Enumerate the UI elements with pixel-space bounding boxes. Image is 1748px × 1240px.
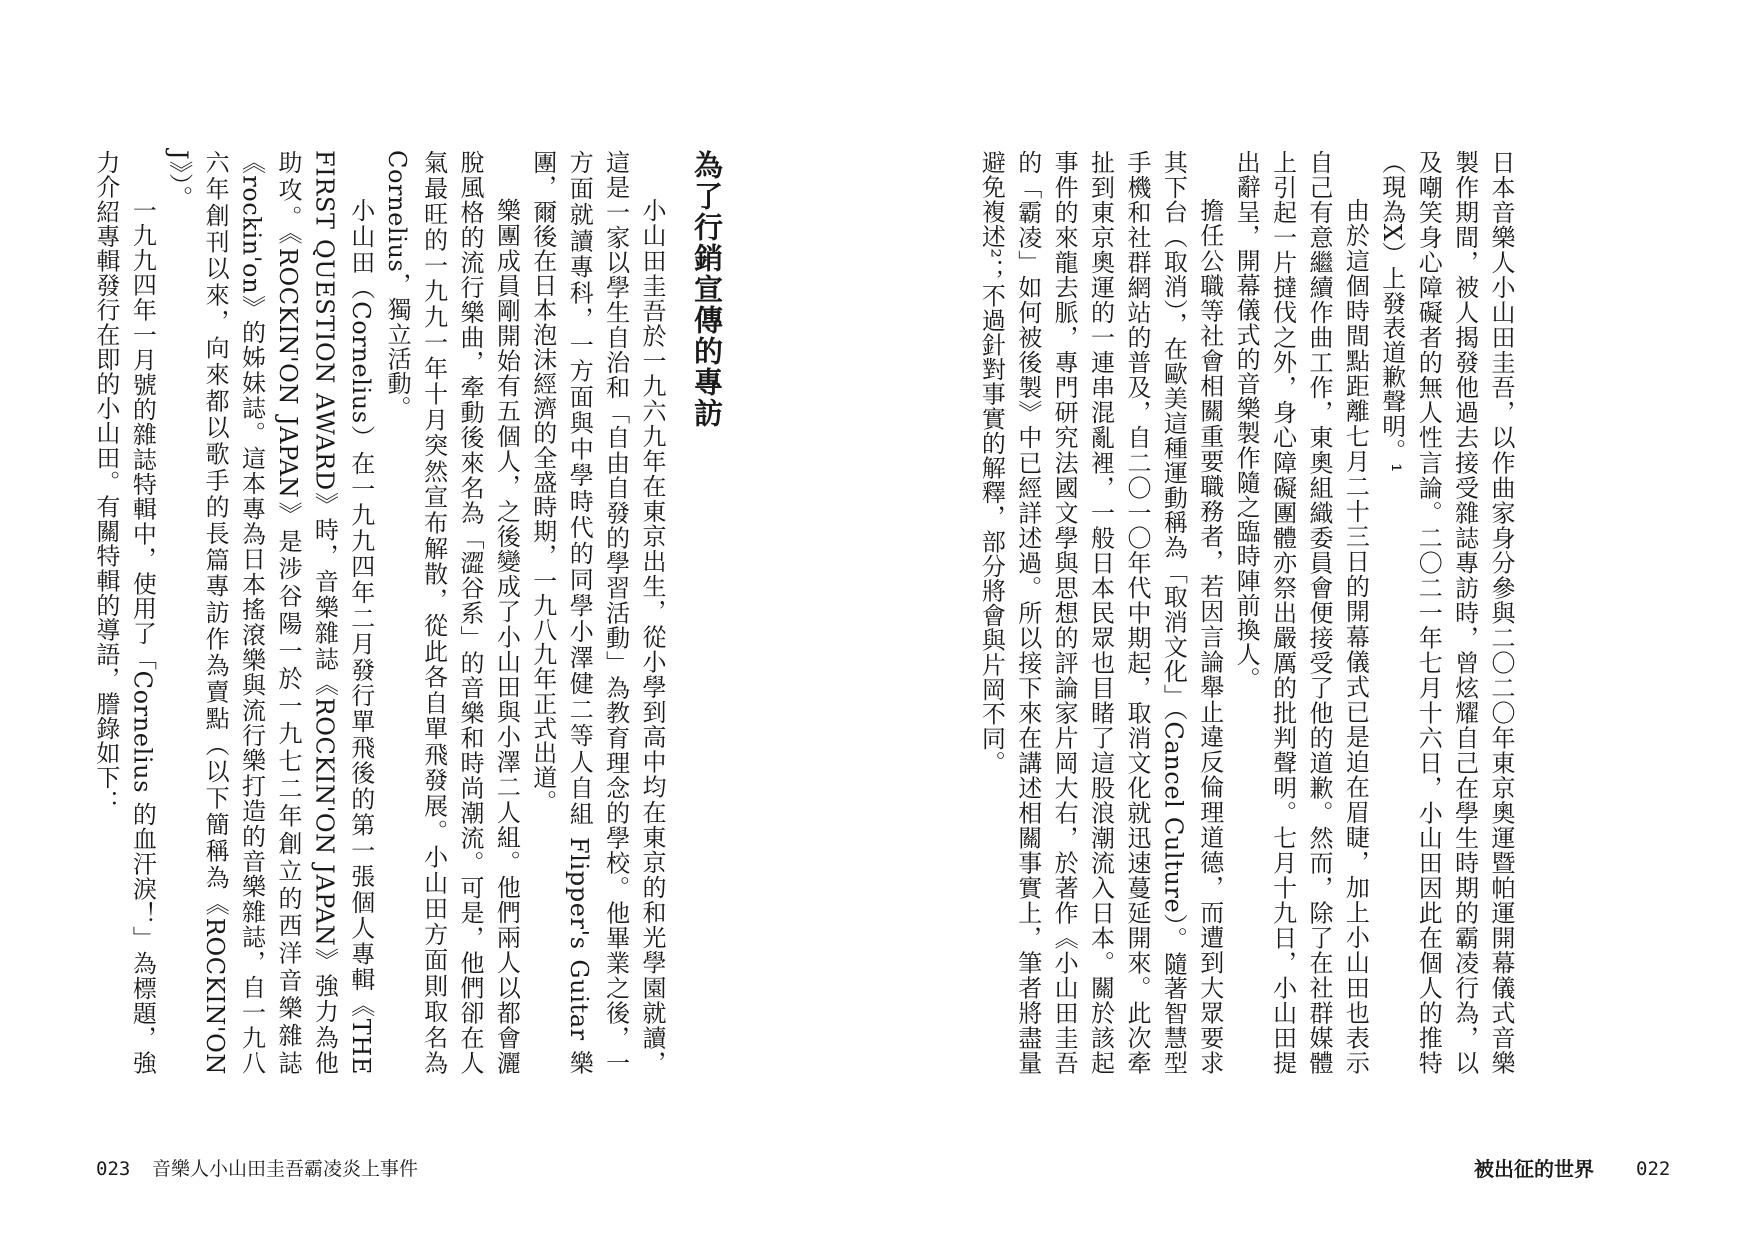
running-title: 被出征的世界: [1474, 1157, 1594, 1181]
paragraph: 小山田（Cornelius）在一九九四年二月發行單飛後的第一張個人專輯《THE FIRST QUESTION AWARD》時，音樂雜誌《ROCKIN'ON JAPAN》強力為他助攻。《ROCKIN'ON JAPAN》是涉谷陽一於一九七二年創立的西洋音樂雜誌《rockin'on》的姊妹誌。這本專為日本搖滾樂與流行樂打造的音樂雜誌，自一九八六年創刊以來，向來都以歌手的長篇專訪作為賣點（以下簡稱為《ROCKIN'ON J》）。: [164, 150, 375, 1075]
page-number: 022: [1636, 1158, 1671, 1180]
running-title: 音樂人小山田圭吾霸凌炎上事件: [152, 1158, 419, 1180]
right-page: [874, 0, 1748, 1240]
paragraph: 擔任公職等社會相關重要職務者，若因言論舉止違反倫理道德，而遭到大眾要求其下台（取消），在歐美這種運動稱為「取消文化」（Cancel Culture）。隨著智慧型手機和社群網站的普及，自二〇一〇年代中期起，取消文化就迅速蔓延開來。此次牽扯到東京奧運的一連串混亂裡，一般日本民眾也目睹了這股浪潮流入日本。關於該起事件的來龍去脈，專門研究法國文學與思想的評論家片岡大右，於著作《小山田圭吾的「霸凌」如何被後製》中已經詳述過。所以接下來在講述相關事實上，筆者將盡量避免複述²；不過針對事實的解釋，部分將會與片岡不同。: [977, 150, 1224, 1075]
paragraph: 由於這個時間點距離七月二十三日的開幕儀式已是迫在眉睫，加上小山田也表示自己有意繼續作曲工作，東奧組織委員會便接受了他的道歉。然而，除了在社群媒體上引起一片撻伐之外，身心障礙團體亦祭出嚴厲的批判聲明。七月十九日，小山田提出辭呈，開幕儀式的音樂製作隨之臨時陣前換人。: [1232, 150, 1370, 1075]
paragraph: 一九九四年一月號的雜誌特輯中，使用了「Cornelius 的血汗淚！」為標題，強力介紹專輯發行在即的小山田。有關特輯的導語，謄錄如下：: [91, 150, 157, 1075]
left-page-body: [91, 150, 728, 1075]
right-page-body: [977, 150, 1519, 1075]
paragraph: 樂團成員剛開始有五個人，之後變成了小山田與小澤二人組。他們兩人以都會灑脫風格的流行樂曲，牽動後來名為「澀谷系」的音樂和時尚潮流。可是，他們卻在人氣最旺的一九九一年十月突然宣布解散，從此各自單飛發展。小山田方面則取名為 Cornelius，獨立活動。: [383, 150, 521, 1075]
page-number: 023: [96, 1158, 131, 1180]
paragraph: 小山田圭吾於一九六九年在東京出生，從小學到高中均在東京的和光學園就讀，這是一家以學生自治和「自由自發的學習活動」為教育理念的學校。他畢業之後，一方面就讀專科，一方面與中學時代的同學小澤健二等人自組 Flipper's Guitar 樂團，爾後在日本泡沫經濟的全盛時期，一九八九年正式出道。: [528, 150, 666, 1075]
paragraph: 日本音樂人小山田圭吾，以作曲家身分參與二〇二〇年東京奧運暨帕運開幕儀式音樂製作期間，被人揭發他過去接受雜誌專訪時，曾炫耀自己在學生時期的霸凌行為，以及嘲笑身心障礙者的無人性言論。二〇二一年七月十六日，小山田因此在個人的推特（現為X）上發表道歉聲明。¹: [1377, 150, 1515, 1075]
section-heading: 為了行銷宣傳的專訪: [690, 150, 724, 429]
